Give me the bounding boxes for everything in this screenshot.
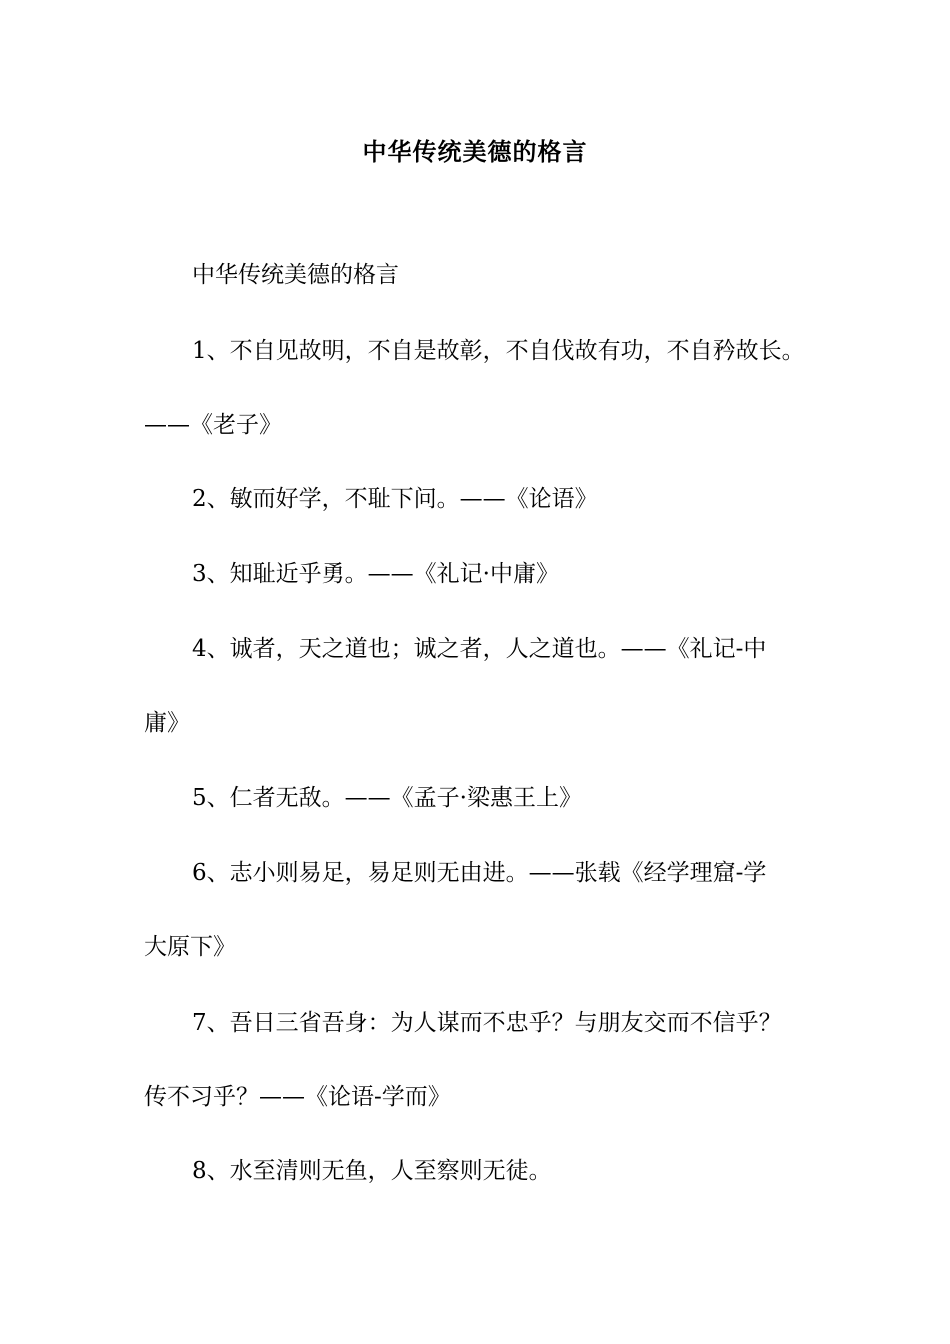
maxim-2: 2、敏而好学，不耻下问。——《论语》 xyxy=(192,486,598,512)
maxim-7-line-1: 7、吾日三省吾身：为人谋而不忠乎？与朋友交而不信乎？ xyxy=(192,1010,782,1036)
maxim-6-line-2: 大原下》 xyxy=(144,934,236,960)
maxim-1-line-2: ——《老子》 xyxy=(144,412,282,438)
document-title: 中华传统美德的格言 xyxy=(362,137,588,166)
maxim-3: 3、知耻近乎勇。——《礼记·中庸》 xyxy=(192,561,559,587)
maxim-1-line-1: 1、不自见故明，不自是故彰，不自伐故有功，不自矜故长。 xyxy=(192,338,805,364)
maxim-4-line-2: 庸》 xyxy=(144,710,190,736)
maxim-4-line-1: 4、诚者，天之道也；诚之者，人之道也。——《礼记-中 xyxy=(192,636,767,662)
subtitle-line: 中华传统美德的格言 xyxy=(192,262,399,288)
maxim-7-line-2: 传不习乎？——《论语-学而》 xyxy=(144,1084,451,1110)
maxim-8: 8、水至清则无鱼，人至察则无徒。 xyxy=(192,1158,552,1184)
maxim-5: 5、仁者无敌。——《孟子·梁惠王上》 xyxy=(192,785,582,811)
maxim-6-line-1: 6、志小则易足，易足则无由进。——张载《经学理窟-学 xyxy=(192,860,767,886)
